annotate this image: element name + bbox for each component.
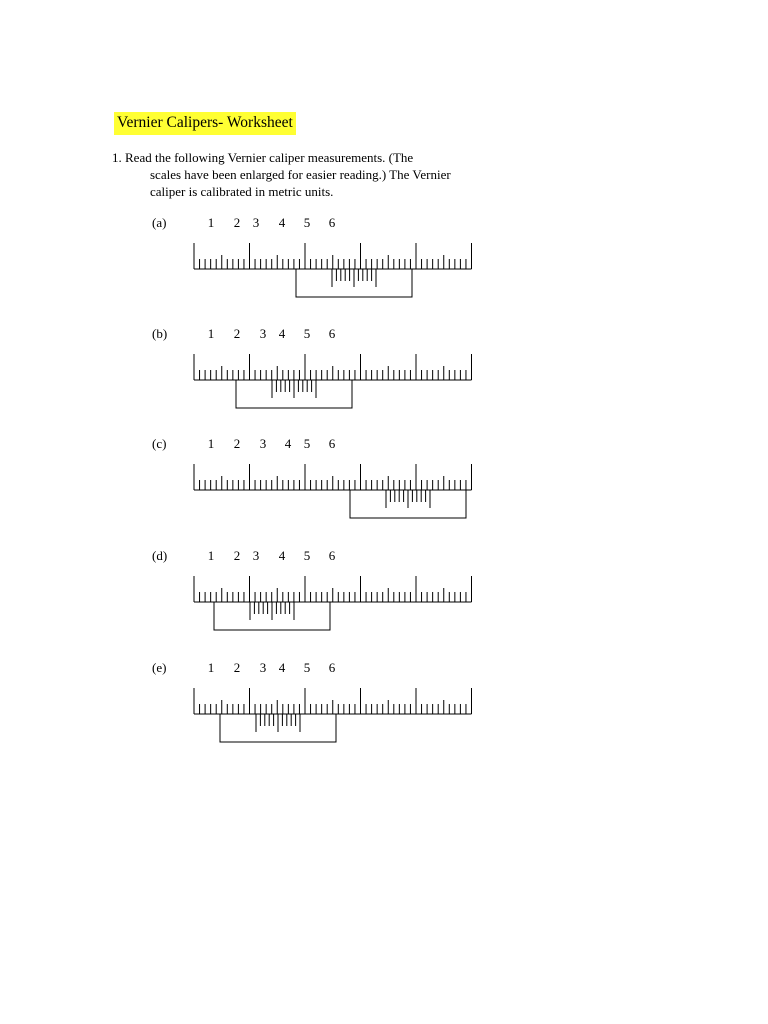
scale-number: 4	[278, 215, 286, 230]
scale-number: 5	[303, 548, 311, 563]
question-line-1: 1. Read the following Vernier caliper measurements. (The	[112, 150, 414, 165]
scale-number: 2	[233, 436, 241, 451]
problem-label: (c)	[152, 436, 167, 451]
problem-label: (e)	[152, 660, 167, 675]
problem-b	[152, 326, 482, 416]
vernier-scale	[190, 674, 472, 750]
scale-number: 6	[328, 326, 336, 341]
problem-c	[152, 436, 482, 526]
question-line-2: scales have been enlarged for easier reading.) The Vernier	[150, 167, 451, 182]
scale-number: 6	[328, 548, 336, 563]
scale-number: 3	[259, 660, 267, 675]
scale-number: 5	[303, 436, 311, 451]
scale-number: 2	[233, 660, 241, 675]
problem-a	[152, 215, 482, 305]
problem-label: (a)	[152, 215, 167, 230]
scale-number: 3	[259, 326, 267, 341]
vernier-scale	[190, 340, 472, 416]
scale-number: 1	[207, 436, 215, 451]
scale-number: 3	[252, 215, 260, 230]
scale-number: 1	[207, 326, 215, 341]
scale-number: 4	[278, 326, 286, 341]
scale-number: 5	[303, 215, 311, 230]
vernier-scale	[190, 562, 472, 638]
problem-d	[152, 548, 482, 638]
scale-number: 5	[303, 660, 311, 675]
scale-number: 6	[328, 215, 336, 230]
worksheet-title: Vernier Calipers- Worksheet	[114, 112, 296, 135]
problem-label: (d)	[152, 548, 168, 563]
vernier-scale	[190, 229, 472, 305]
scale-number: 4	[278, 660, 286, 675]
scale-number: 1	[207, 548, 215, 563]
scale-number: 3	[252, 548, 260, 563]
problem-e	[152, 660, 482, 750]
scale-number: 2	[233, 326, 241, 341]
scale-number: 1	[207, 215, 215, 230]
problem-label: (b)	[152, 326, 168, 341]
scale-number: 3	[259, 436, 267, 451]
scale-number: 1	[207, 660, 215, 675]
scale-number: 2	[233, 548, 241, 563]
scale-number: 5	[303, 326, 311, 341]
vernier-scale	[190, 450, 472, 526]
scale-number: 6	[328, 660, 336, 675]
question-line-3: caliper is calibrated in metric units.	[150, 184, 334, 199]
question-text	[112, 149, 532, 200]
scale-number: 6	[328, 436, 336, 451]
scale-number: 4	[284, 436, 292, 451]
scale-number: 4	[278, 548, 286, 563]
scale-number: 2	[233, 215, 241, 230]
